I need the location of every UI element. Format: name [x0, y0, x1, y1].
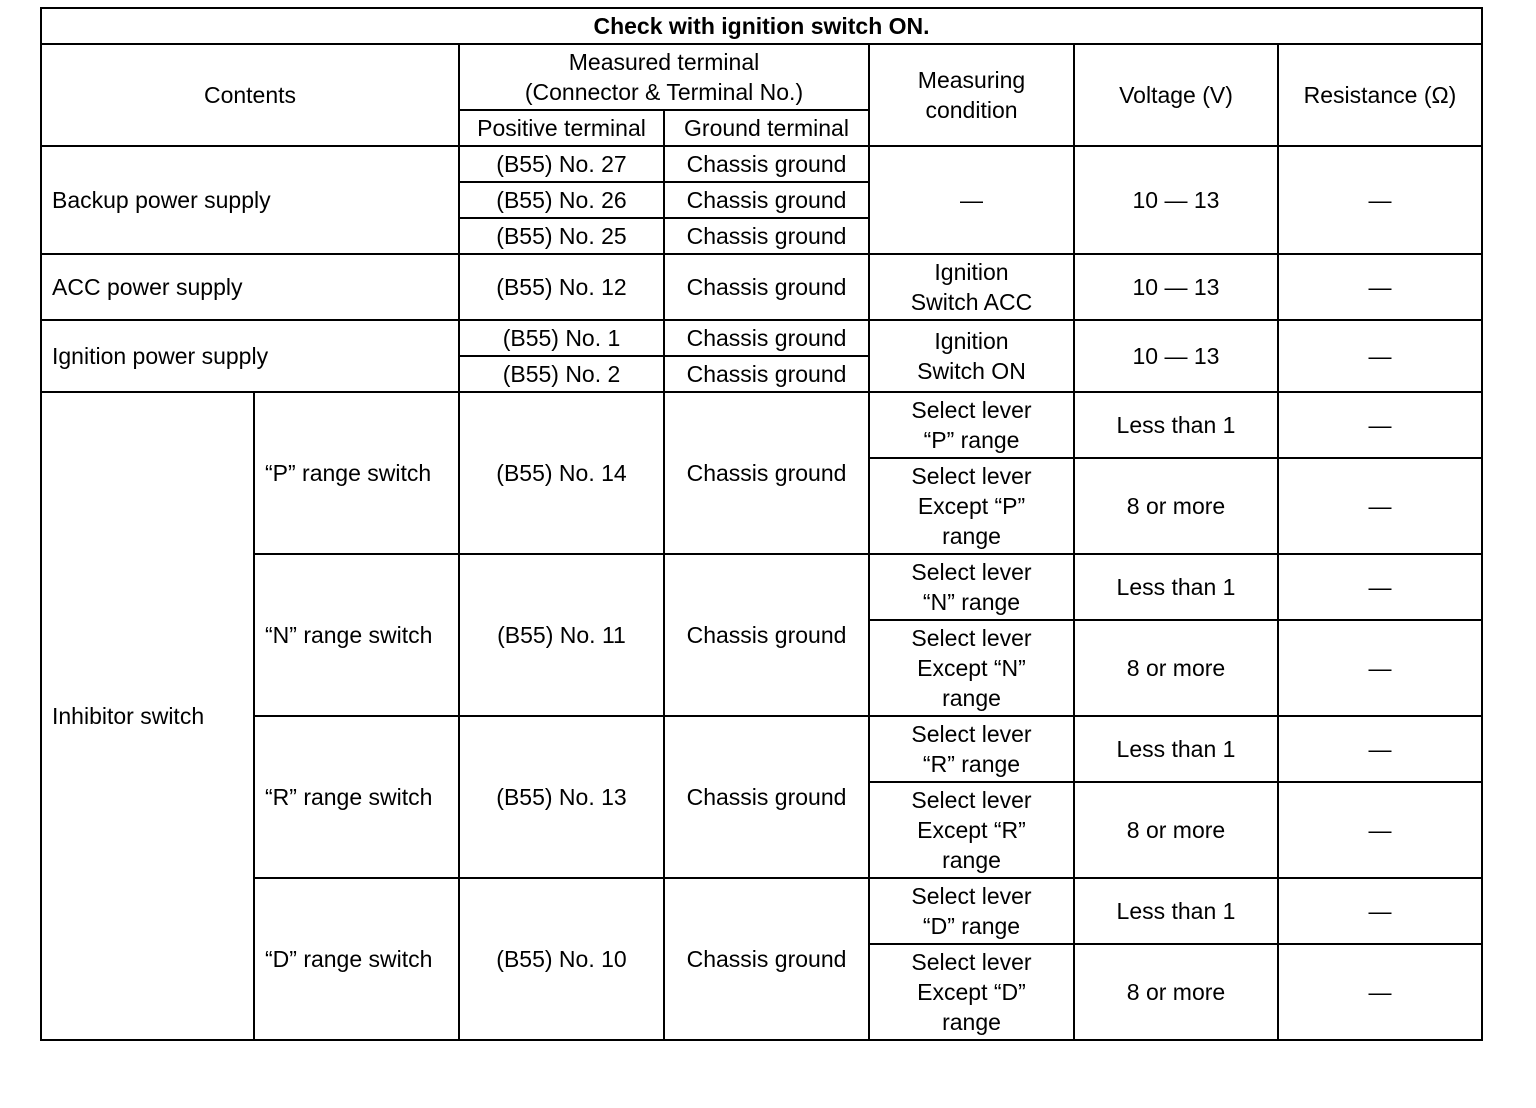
ground-cell: Chassis ground — [664, 320, 869, 356]
condition-cell: Select lever Except “D” range — [869, 944, 1074, 1040]
resistance-cell: — — [1278, 620, 1482, 716]
header-contents: Contents — [41, 44, 459, 146]
header-measuring-condition: Measuring condition — [869, 44, 1074, 146]
voltage-cell: Less than 1 — [1074, 554, 1278, 620]
table-row — [41, 146, 1482, 182]
resistance-cell: — — [1278, 146, 1482, 254]
condition-cell: Select lever “P” range — [869, 392, 1074, 458]
ground-cell: Chassis ground — [664, 182, 869, 218]
condition-cell: Select lever “R” range — [869, 716, 1074, 782]
condition-cell: Select lever Except “P” range — [869, 458, 1074, 554]
condition-cell: Select lever Except “R” range — [869, 782, 1074, 878]
voltage-cell: 8 or more — [1074, 782, 1278, 878]
ground-cell: Chassis ground — [664, 716, 869, 878]
header-measured-terminal: Measured terminal (Connector & Terminal No.) — [459, 44, 869, 110]
ground-cell: Chassis ground — [664, 254, 869, 320]
positive-cell: (B55) No. 10 — [459, 878, 664, 1040]
table-row — [41, 554, 1482, 620]
ignition-label: Ignition power supply — [41, 320, 459, 392]
voltage-cell: 10 — 13 — [1074, 146, 1278, 254]
table-row — [41, 392, 1482, 458]
resistance-cell: — — [1278, 878, 1482, 944]
resistance-cell: — — [1278, 716, 1482, 782]
inhibitor-label: Inhibitor switch — [41, 392, 254, 1040]
condition-cell: Ignition Switch ACC — [869, 254, 1074, 320]
positive-cell: (B55) No. 12 — [459, 254, 664, 320]
positive-cell: (B55) No. 14 — [459, 392, 664, 554]
voltage-cell: Less than 1 — [1074, 878, 1278, 944]
switch-name-cell: “P” range switch — [254, 392, 459, 554]
table-title: Check with ignition switch ON. — [41, 8, 1482, 44]
condition-cell: Select lever “N” range — [869, 554, 1074, 620]
resistance-cell: — — [1278, 782, 1482, 878]
ground-cell: Chassis ground — [664, 218, 869, 254]
positive-cell: (B55) No. 27 — [459, 146, 664, 182]
resistance-cell: — — [1278, 944, 1482, 1040]
ground-cell: Chassis ground — [664, 554, 869, 716]
header-voltage: Voltage (V) — [1074, 44, 1278, 146]
voltage-cell: Less than 1 — [1074, 392, 1278, 458]
switch-name-cell: “R” range switch — [254, 716, 459, 878]
voltage-cell: 8 or more — [1074, 620, 1278, 716]
positive-cell: (B55) No. 1 — [459, 320, 664, 356]
condition-cell: Select lever “D” range — [869, 878, 1074, 944]
ground-cell: Chassis ground — [664, 356, 869, 392]
voltage-cell: 10 — 13 — [1074, 254, 1278, 320]
table-row — [41, 320, 1482, 356]
resistance-cell: — — [1278, 458, 1482, 554]
resistance-cell: — — [1278, 554, 1482, 620]
positive-cell: (B55) No. 25 — [459, 218, 664, 254]
resistance-cell: — — [1278, 392, 1482, 458]
table-row — [41, 878, 1482, 944]
voltage-cell: 8 or more — [1074, 458, 1278, 554]
acc-label: ACC power supply — [41, 254, 459, 320]
positive-cell: (B55) No. 2 — [459, 356, 664, 392]
positive-cell: (B55) No. 11 — [459, 554, 664, 716]
table-row — [41, 716, 1482, 782]
ground-cell: Chassis ground — [664, 878, 869, 1040]
condition-cell: — — [869, 146, 1074, 254]
switch-name-cell: “N” range switch — [254, 554, 459, 716]
header-resistance: Resistance (Ω) — [1278, 44, 1482, 146]
condition-cell: Ignition Switch ON — [869, 320, 1074, 392]
voltage-cell: 10 — 13 — [1074, 320, 1278, 392]
switch-name-cell: “D” range switch — [254, 878, 459, 1040]
positive-cell: (B55) No. 26 — [459, 182, 664, 218]
resistance-cell: — — [1278, 254, 1482, 320]
header-positive-terminal: Positive terminal — [459, 110, 664, 146]
table-row — [41, 254, 1482, 320]
voltage-cell: 8 or more — [1074, 944, 1278, 1040]
backup-label: Backup power supply — [41, 146, 459, 254]
ground-cell: Chassis ground — [664, 146, 869, 182]
resistance-cell: — — [1278, 320, 1482, 392]
header-ground-terminal: Ground terminal — [664, 110, 869, 146]
ground-cell: Chassis ground — [664, 392, 869, 554]
condition-cell: Select lever Except “N” range — [869, 620, 1074, 716]
inspection-table — [40, 7, 1483, 1041]
voltage-cell: Less than 1 — [1074, 716, 1278, 782]
positive-cell: (B55) No. 13 — [459, 716, 664, 878]
